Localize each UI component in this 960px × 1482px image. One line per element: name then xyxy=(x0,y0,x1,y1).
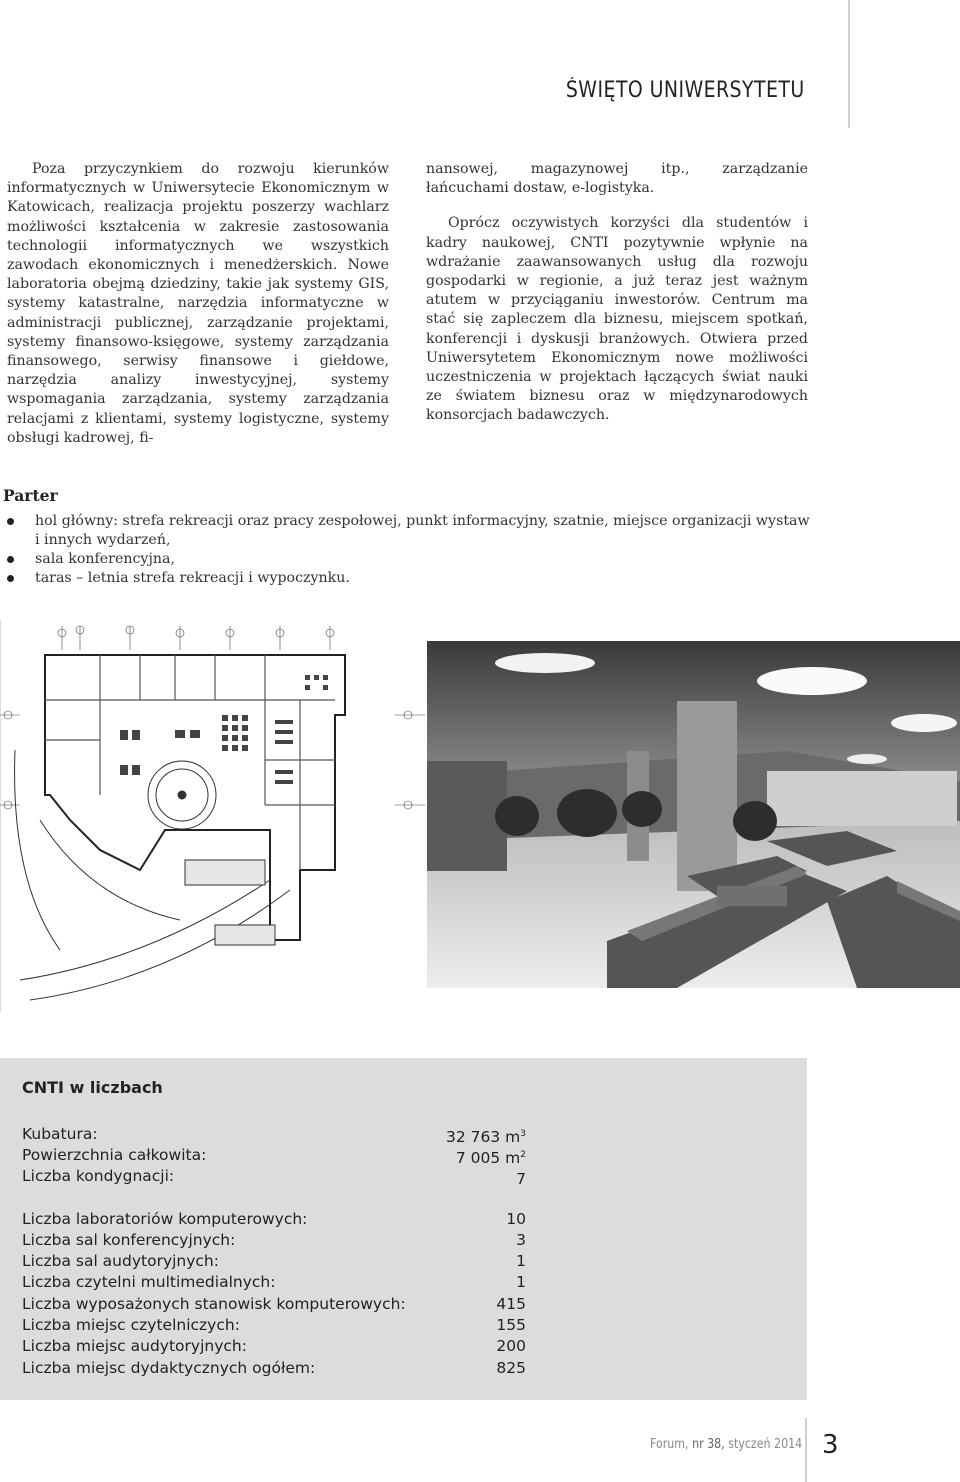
left-column xyxy=(7,160,389,464)
stat-label: Liczba wyposażonych stanowisk komputerowych: xyxy=(22,1295,406,1313)
stat-label: Kubatura: xyxy=(22,1125,98,1143)
stat-label: Liczba laboratoriów komputerowych: xyxy=(22,1210,308,1228)
header-rule xyxy=(848,0,850,128)
stat-value: 200 xyxy=(496,1337,526,1355)
stat-value-sup: 2 xyxy=(520,1150,526,1160)
stat-label: Powierzchnia całkowita: xyxy=(22,1146,207,1164)
stat-value: 155 xyxy=(496,1316,526,1334)
list-item xyxy=(7,569,812,588)
stat-value-text: 7 xyxy=(516,1170,526,1189)
stat-row xyxy=(22,1294,802,1315)
stat-label: Liczba miejsc czytelniczych: xyxy=(22,1316,240,1334)
stat-label: Liczba miejsc audytoryjnych: xyxy=(22,1337,247,1355)
stat-value: 1 xyxy=(516,1252,526,1270)
stat-label: Liczba sal konferencyjnych: xyxy=(22,1231,236,1249)
lobby-photo xyxy=(427,641,960,988)
stat-value-sup: 3 xyxy=(520,1129,526,1139)
list-item-text: hol główny: strefa rekreacji oraz pracy zespołowej, punkt informacyjny, szatnie, miejsce organizacji wystaw i innych wydarzeń, xyxy=(35,513,810,548)
list-item-text: sala konferencyjna, xyxy=(35,551,175,567)
footer-rule xyxy=(805,1418,807,1482)
floor-plan-image xyxy=(0,620,425,1012)
body-paragraph-continuation: nansowej, magazynowej itp., zarządzanie łańcuchami dostaw, e-logistyka. xyxy=(426,161,808,197)
stat-label: Liczba kondygnacji: xyxy=(22,1167,175,1185)
stat-value: 3 xyxy=(516,1231,526,1249)
stat-row xyxy=(22,1166,802,1187)
right-column xyxy=(426,160,808,442)
stats-title: CNTI w liczbach xyxy=(22,1078,163,1097)
list-item-text: taras – letnia strefa rekreacji i wypoczynku. xyxy=(35,570,350,586)
stat-label: Liczba sal audytoryjnych: xyxy=(22,1252,219,1270)
stat-row xyxy=(22,1251,802,1272)
stat-label: Liczba czytelni multimedialnych: xyxy=(22,1273,276,1291)
body-paragraph: Poza przyczynkiem do rozwoju kierunków informatycznych w Uniwersytecie Ekonomicznym w Katowicach, realizacja projektu poszerzy wachlarz możliwości kształcenia w zakresie zastosowania technologii informatycznych we wszystkich zawodach ekonomicznych i menedżerskich. Nowe laboratoria obejmą dziedziny, takie jak systemy GIS, systemy katastralne, narzędzia informatyczne w administracji publicznej, zarządzanie projektami, systemy finansowo-księgowe, systemy zarządzania finansowego, serwisy finansowe i giełdowe, narzędzia analizy inwestycyjnej, systemy wspomagania zarządzania, systemy zarządzania relacjami z klientami, systemy logistyczne, systemy obsługi kadrowej, fi- xyxy=(7,161,389,446)
stats-box xyxy=(0,1058,807,1400)
footer-date: styczeń 2014 xyxy=(728,1437,803,1452)
stat-label: Liczba miejsc dydaktycznych ogółem: xyxy=(22,1359,316,1377)
parter-list xyxy=(7,512,812,588)
stat-row xyxy=(22,1124,802,1145)
page-number: 3 xyxy=(822,1430,839,1460)
section-title: ŚWIĘTO UNIWERSYTETU xyxy=(566,78,805,103)
stat-row xyxy=(22,1336,802,1357)
stat-value: 825 xyxy=(496,1359,526,1377)
stat-row xyxy=(22,1230,802,1251)
stat-row xyxy=(22,1358,802,1379)
body-paragraph: Oprócz oczywistych korzyści dla studentów i kadry naukowej, CNTI pozytywnie wpłynie na wdrażanie zaawansowanych usług dla rozwoju gospodarki w regionie, a już teraz jest ważnym atutem w przyciąganiu inwestorów. Centrum ma stać się zapleczem dla biznesu, miejscem spotkań, konferencji i dyskusji branżowych. Otwiera przed Uniwersytetem Ekonomicznym nowe możliwości uczestniczenia w projektach łączących świat nauki ze światem biznesu oraz w międzynarodowych konsorcjach badawczych. xyxy=(426,215,808,424)
footer-journal: Forum, xyxy=(650,1437,689,1452)
stat-value: 415 xyxy=(496,1295,526,1313)
stat-value-text: 32 763 m xyxy=(446,1128,521,1147)
stat-value: 1 xyxy=(516,1273,526,1291)
parter-heading: Parter xyxy=(3,486,58,505)
list-item xyxy=(7,512,812,550)
bullet-icon xyxy=(7,518,14,525)
bullet-icon xyxy=(7,556,14,563)
footer-issue-info xyxy=(650,1437,802,1452)
stat-value xyxy=(516,1166,526,1190)
stat-value: 10 xyxy=(506,1210,526,1228)
footer-issue: nr 38, xyxy=(692,1437,725,1452)
list-item xyxy=(7,550,812,569)
stat-row xyxy=(22,1272,802,1293)
bullet-icon xyxy=(7,575,14,582)
stat-row xyxy=(22,1145,802,1166)
stat-row xyxy=(22,1209,802,1230)
stat-value-text: 7 005 m xyxy=(455,1149,521,1168)
stat-row xyxy=(22,1315,802,1336)
